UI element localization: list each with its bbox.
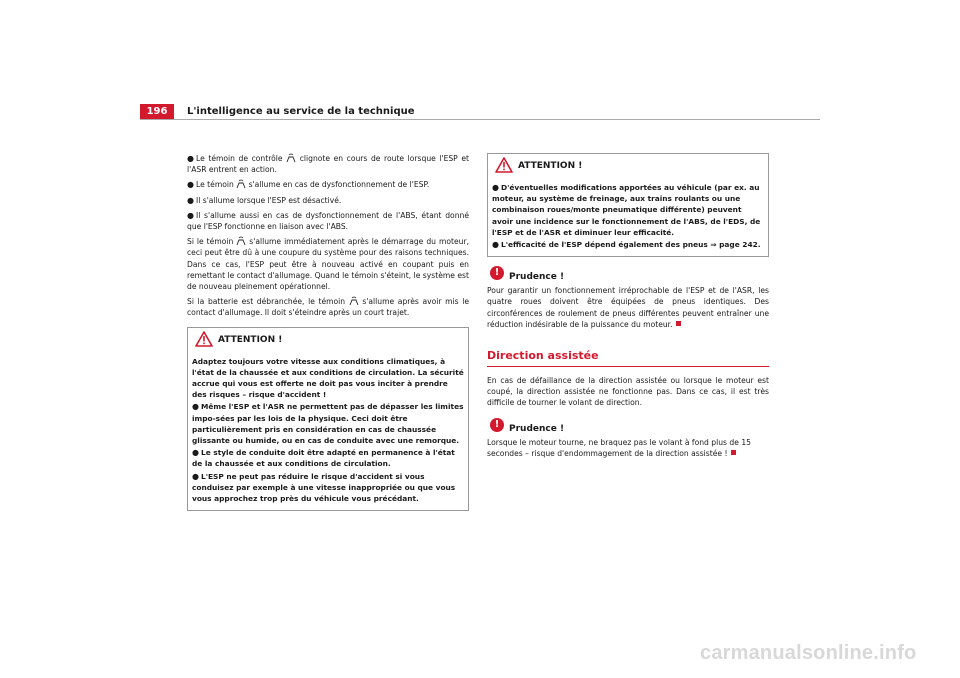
caution-header [487,417,769,437]
warning-box [487,153,769,257]
bullet-icon: ● [187,195,194,205]
bullet-icon: ● [187,210,194,220]
warning-item: ● Le style de conduite doit être adapté en permanence à l'état de la chaussée et aux conditions de circulation. [192,448,455,469]
bullet-icon: ● [192,471,199,481]
esp-warning-icon [349,296,359,306]
bullet-icon: ● [187,154,194,163]
warning-header [188,328,468,354]
warning-title: ATTENTION ! [218,334,283,345]
bullet-item: ● Il s'allume lorsque l'ESP est désactivé. [187,195,342,205]
body-paragraph: En cas de défaillance de la direction assistée ou lorsque le moteur est coupé, la direction assistée ne fonctionne pas. Dans ce cas, il est très difficile de tourner le volant de direction. [487,376,769,408]
body-paragraph: Si le témoin s'allume immédiatement après le démarrage du moteur, ceci peut être dû à une coupure du système pour des raisons techniques. Dans ce cas, l'ESP peut être à nouveau activé en coupant puis en remettant le contact d'allumage. Quand le témoin s'éteint, le système est de nouveau pleinement opérationnel. [187,237,469,292]
warning-body [488,180,768,256]
caution-text: Pour garantir un fonctionnement irréprochable de l'ESP et de l'ASR, les quatre roues doivent être équipées de pneus identiques. Des circonférences de roulement de pneus différentes peuvent entraîner une réduction indésirable de la puissance du moteur. [487,286,769,329]
bullet-item: ● Le témoin s'allume en cas de dysfonctionnement de l'ESP. [187,180,430,190]
section-heading: Direction assistée [487,349,769,367]
bullet-icon: ● [187,180,194,190]
page-number: 196 [140,104,174,120]
end-of-section-icon [731,450,736,455]
warning-body [188,354,468,511]
warning-item: ● Même l'ESP et l'ASR ne permettent pas de dépasser les limites impo-sées par les lois de la physique. Ceci doit être particulièrement pris en considération en cas de chaussée glissante ou humide, ou en cas de conduite avec une remorque. [192,402,464,446]
caution-block [487,417,769,459]
caution-title: Prudence ! [509,423,565,434]
esp-warning-icon [286,153,296,163]
watermark: carmanualsonline.info [700,642,917,664]
left-column [187,153,469,511]
body-paragraph: Si la batterie est débranchée, le témoin s'allume après avoir mis le contact d'allumage. Il doit s'éteindre après un court trajet. [187,297,469,318]
esp-warning-icon [236,236,246,246]
bullet-item: ● Le témoin de contrôle clignote en cours de route lorsque l'ESP et l'ASR entrent en action. [187,154,469,175]
bullet-icon: ● [492,183,499,192]
warning-header [488,154,768,180]
warning-box [187,327,469,512]
esp-warning-icon [236,179,246,189]
running-title: L'intelligence au service de la technique [187,106,415,117]
caution-text: Lorsque le moteur tourne, ne braquez pas le volant à fond plus de 15 secondes – risque d'endommagement de la direction assistée ! [487,437,751,458]
right-column [487,153,769,463]
warning-item: ● L'ESP ne peut pas réduire le risque d'accident si vous conduisez par exemple à une vitesse inappropriée ou que vous vous approchez trop près du véhicule vous précédant. [192,471,456,504]
caution-icon: ! [490,266,504,280]
warning-intro: Adaptez toujours votre vitesse aux conditions climatiques, à l'état de la chaussée et aux conditions de circulation. La sécurité accrue qui vous est offerte ne doit pas vous inciter à prendre des risques – risque d'accident ! [192,356,464,400]
bullet-item: ● Il s'allume aussi en cas de dysfonctionnement de l'ABS, étant donné que l'ESP fonctionne en liaison avec l'ABS. [187,210,469,232]
bullet-icon: ● [192,402,199,412]
bullet-icon: ● [492,240,499,250]
caution-block [487,265,769,330]
warning-item: ● D'éventuelles modifications apportées au véhicule (par ex. au moteur, au système de freinage, aux trains roulants ou une combinaison roues/monte pneumatique différente) peuvent avoir une incidence sur le fonctionnement de l'ABS, de l'EDS, de l'ESP et de l'ASR et diminuer leur efficacité. [492,183,761,237]
header-rule [140,119,820,120]
warning-title: ATTENTION ! [518,161,583,171]
warning-item: ● L'efficacité de l'ESP dépend également des pneus ⇒ page 242. [492,240,761,250]
caution-header [487,265,769,285]
end-of-section-icon [676,321,681,326]
warning-triangle-icon [195,331,213,347]
caution-title: Prudence ! [509,272,565,283]
bullet-icon: ● [192,448,199,458]
warning-triangle-icon [495,157,513,173]
caution-icon: ! [490,418,504,432]
